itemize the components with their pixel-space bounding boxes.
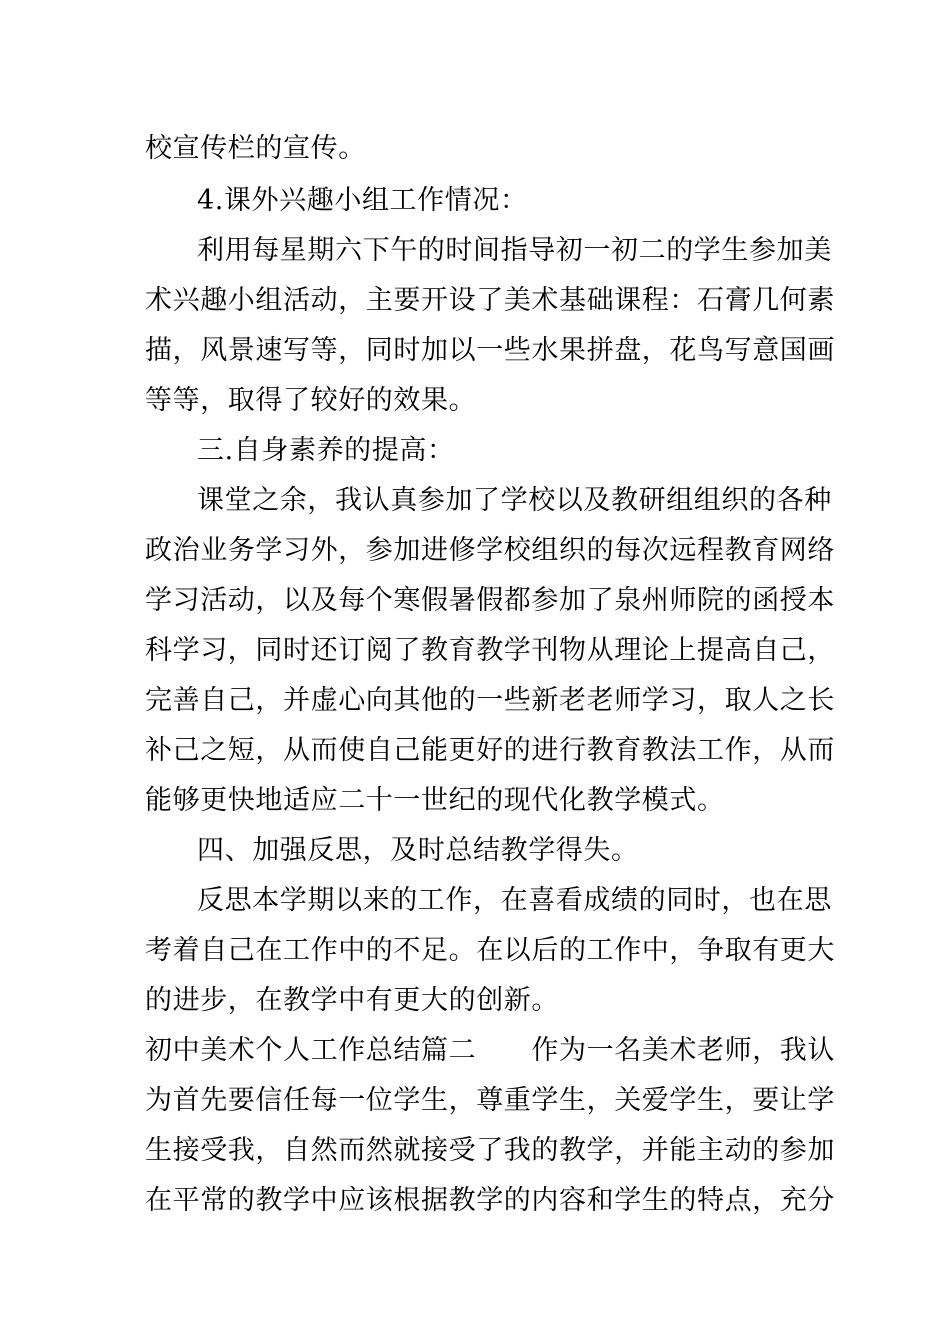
text-line: 四、加强反思，及时总结教学得失。 <box>197 835 639 866</box>
text-line: 描，风景速写等，同时加以一些水果拼盘，花鸟写意国画 <box>145 335 835 366</box>
text-line: 三.自身素养的提高： <box>197 435 455 466</box>
text-line: 学习活动，以及每个寒假暑假都参加了泉州师院的函授本 <box>145 585 835 616</box>
text-line: 利用每星期六下午的时间指导初一初二的学生参加美 <box>197 235 832 266</box>
text-line: 校宣传栏的宣传。 <box>145 133 366 164</box>
text-line: 课堂之余，我认真参加了学校以及教研组组织的各种 <box>197 485 832 516</box>
text-line: 术兴趣小组活动，主要开设了美术基础课程：石膏几何素 <box>145 285 835 316</box>
text-line: 考着自己在工作中的不足。在以后的工作中，争取有更大 <box>145 935 835 966</box>
text-line: 4.课外兴趣小组工作情况： <box>197 185 528 216</box>
text-line: 等等，取得了较好的效果。 <box>145 385 477 416</box>
text-line: 能够更快地适应二十一世纪的现代化教学模式。 <box>145 785 725 816</box>
text-line: 在平常的教学中应该根据教学的内容和学生的特点，充分 <box>145 1185 835 1216</box>
text-line: 为首先要信任每一位学生，尊重学生，关爱学生，要让学 <box>145 1085 835 1116</box>
text-line: 的进步，在教学中有更大的创新。 <box>145 985 559 1016</box>
text-line: 政治业务学习外，参加进修学校组织的每次远程教育网络 <box>145 535 835 566</box>
text-line: 反思本学期以来的工作，在喜看成绩的同时，也在思 <box>197 885 832 916</box>
text-line: 补己之短，从而使自己能更好的进行教育教法工作，从而 <box>145 735 835 766</box>
text-line: 完善自己，并虚心向其他的一些新老老师学习，取人之长 <box>145 685 835 716</box>
text-line: 初中美术个人工作总结篇二 作为一名美术老师，我认 <box>145 1035 835 1066</box>
text-line: 科学习，同时还订阅了教育教学刊物从理论上提高自己， <box>145 635 835 666</box>
text-line: 生接受我，自然而然就接受了我的教学，并能主动的参加 <box>145 1135 835 1166</box>
